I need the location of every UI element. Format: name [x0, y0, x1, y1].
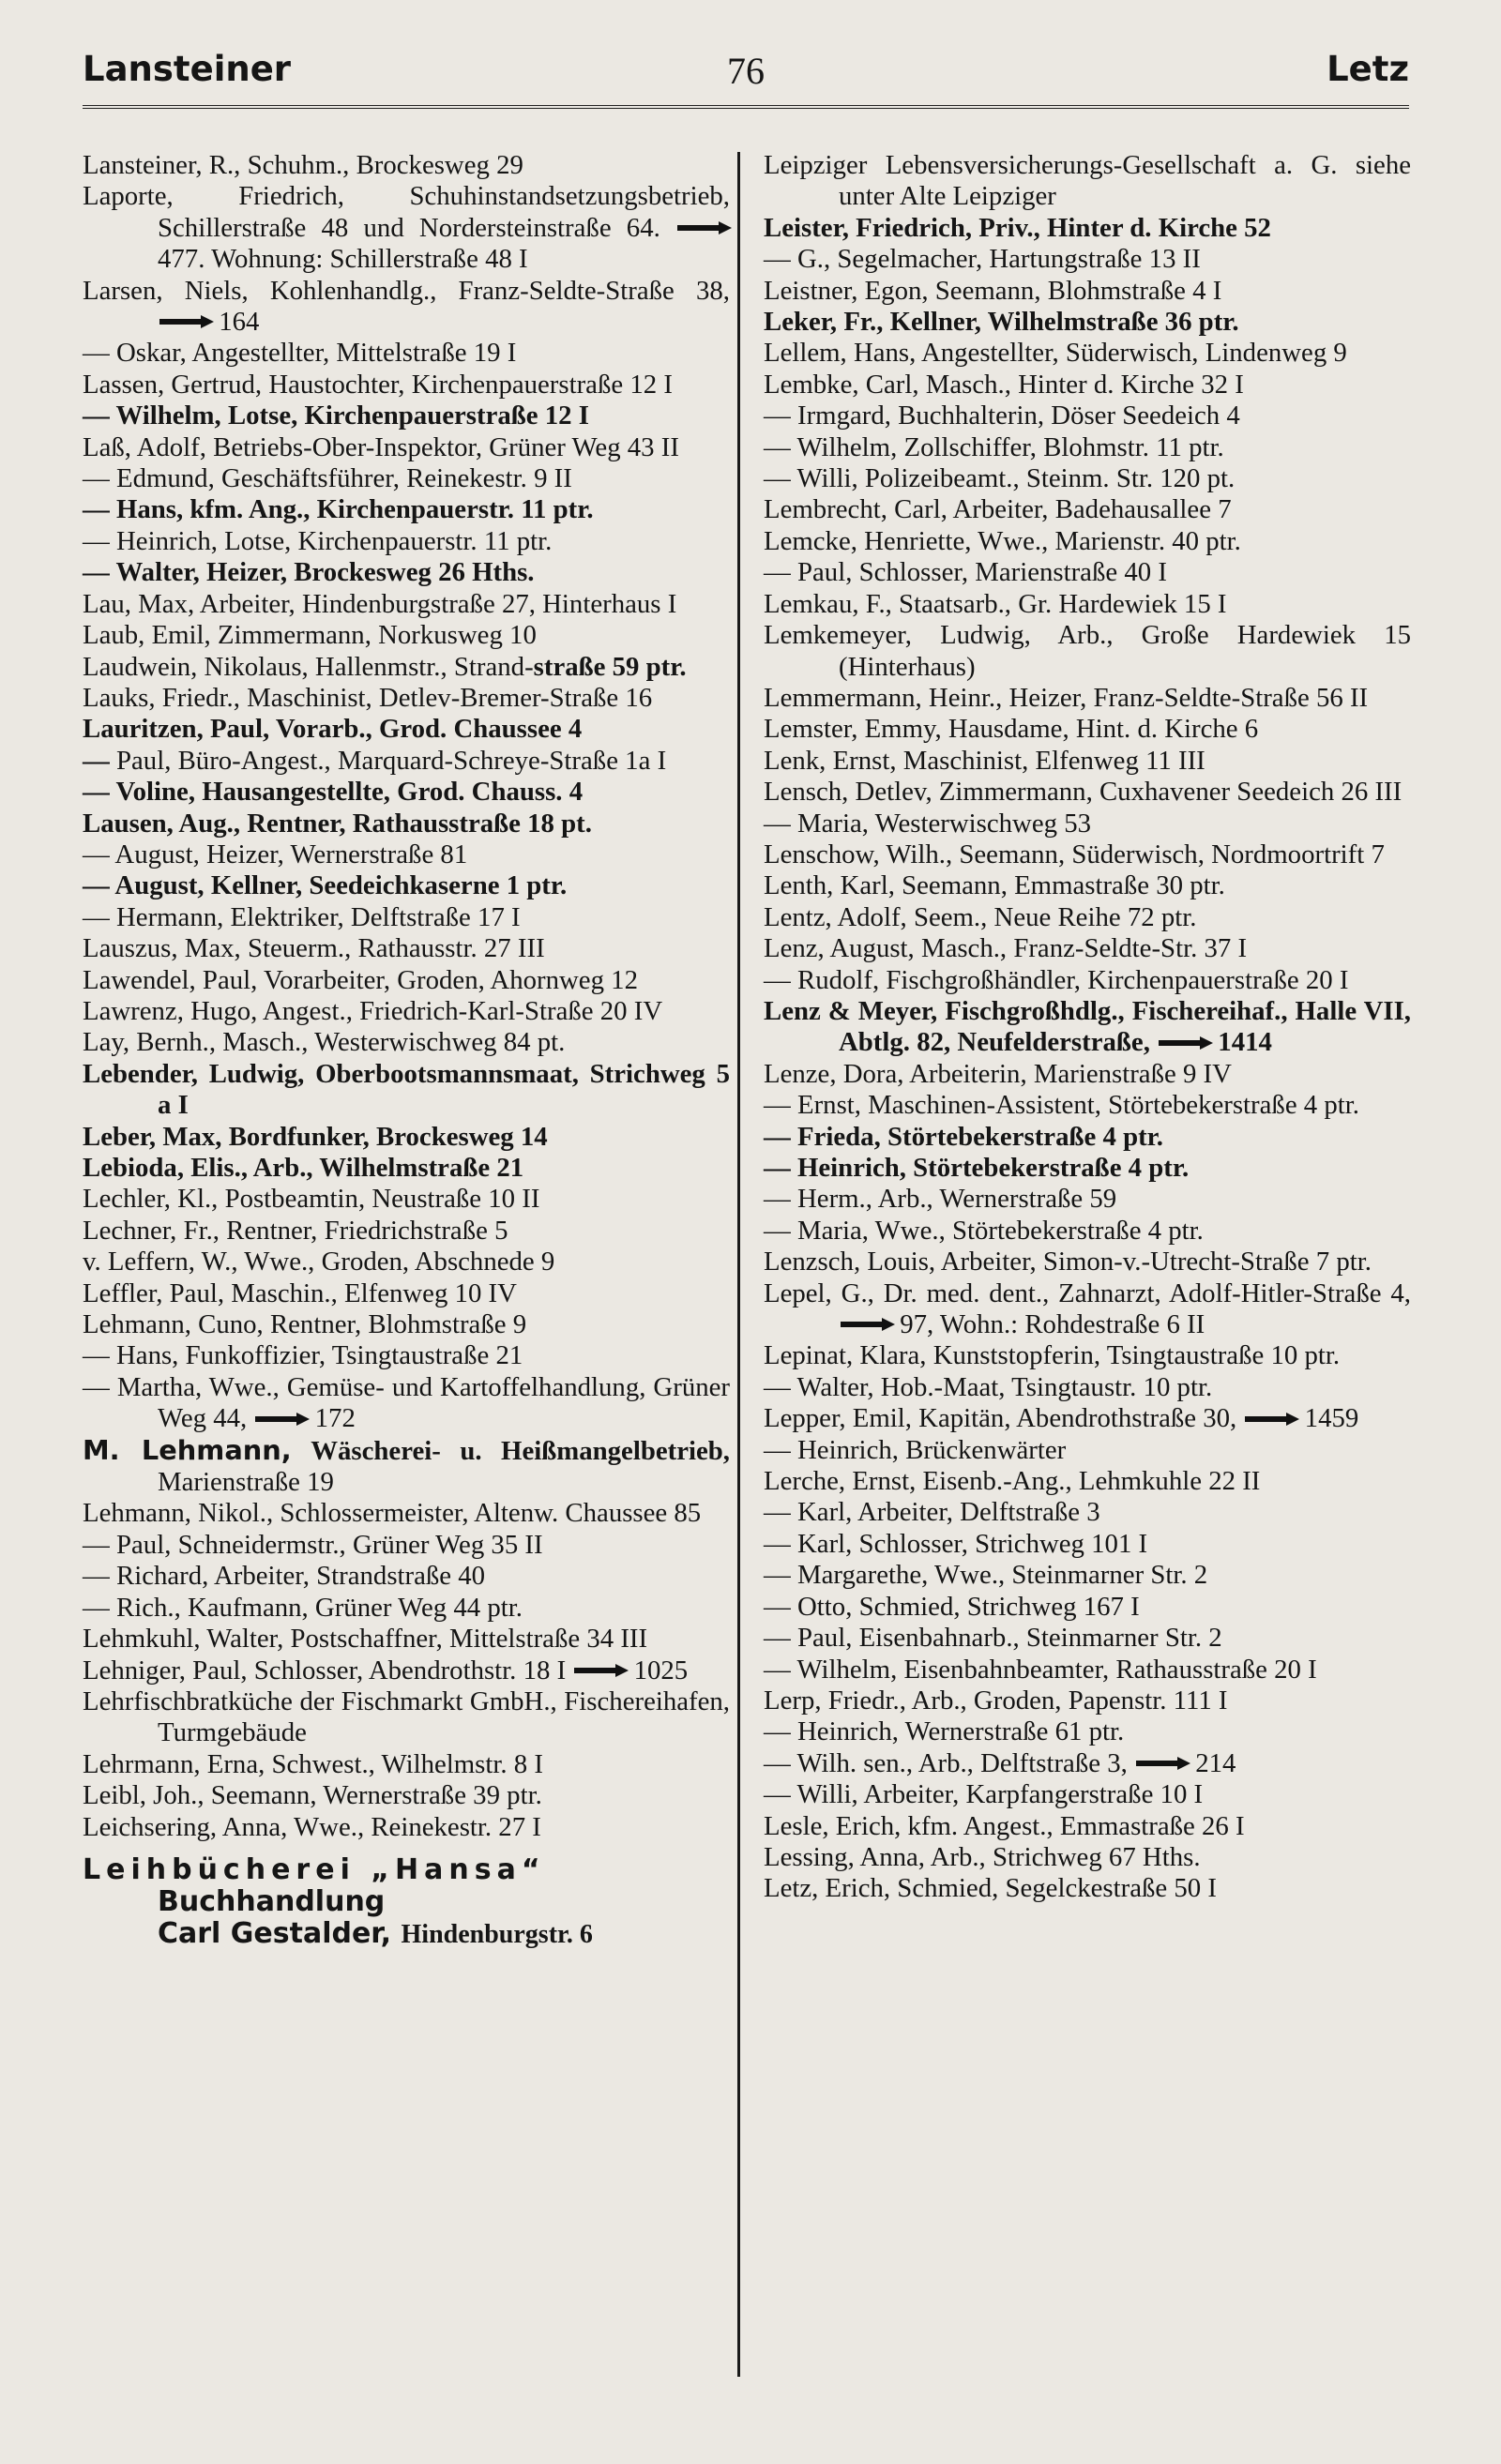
- directory-entry: Lechner, Fr., Rentner, Friedrichstraße 5: [83, 1215, 508, 1246]
- directory-entry: Lellem, Hans, Angestellter, Süderwisch, Lindenweg 9: [764, 338, 1347, 369]
- telephone-icon: [574, 1668, 619, 1673]
- directory-entry: Lenth, Karl, Seemann, Emmastraße 30 ptr.: [764, 870, 1225, 901]
- directory-entry: Laß, Adolf, Betriebs-Ober-Inspektor, Grüner Weg 43 II: [83, 431, 679, 462]
- directory-entry: v. Leffern, W., Wwe., Groden, Abschnede 9: [83, 1247, 555, 1277]
- directory-entry: Lebender, Ludwig, Oberbootsmannsmaat, Strichweg 5 a I: [83, 1058, 730, 1121]
- ad-line-subtitle: Buchhandlung: [158, 1884, 386, 1918]
- directory-entry: — Edmund, Geschäftsführer, Reinekestr. 9 II: [83, 463, 572, 494]
- directory-entry: Lehmann, Cuno, Rentner, Blohmstraße 9: [83, 1309, 527, 1340]
- directory-entry: Lay, Bernh., Masch., Westerwischweg 84 pt.: [83, 1027, 566, 1058]
- page-header: [83, 49, 1409, 105]
- directory-entry: Leichsering, Anna, Wwe., Reinekestr. 27 I: [83, 1811, 541, 1842]
- directory-entry: Lau, Max, Arbeiter, Hindenburgstraße 27, Hinterhaus I: [83, 588, 677, 619]
- directory-entry: Lauritzen, Paul, Vorarb., Grod. Chaussee 4: [83, 714, 583, 745]
- directory-entry: Lehniger, Paul, Schlosser, Abendrothstr. 18 I 1025: [83, 1655, 689, 1685]
- directory-entry: Lenschow, Wilh., Seemann, Süderwisch, Nordmoortrift 7: [764, 839, 1385, 869]
- directory-entry: — Maria, Westerwischweg 53: [764, 808, 1092, 839]
- directory-entry: Lauks, Friedr., Maschinist, Detlev-Bremer-Straße 16: [83, 682, 653, 713]
- directory-entry: — Hans, Funkoffizier, Tsingtaustraße 21: [83, 1340, 523, 1371]
- header-last-entry: Letz: [1327, 49, 1409, 89]
- telephone-icon: [841, 1322, 886, 1327]
- directory-entry: — Heinrich, Wernerstraße 61 ptr.: [764, 1716, 1125, 1747]
- directory-entry: — Rudolf, Fischgroßhändler, Kirchenpauerstraße 20 I: [764, 964, 1349, 995]
- advertisement-leihbuecherei-hansa: [83, 1854, 730, 1951]
- directory-entry: Lepinat, Klara, Kunststopferin, Tsingtaustraße 10 ptr.: [764, 1340, 1341, 1371]
- directory-entry: Lerche, Ernst, Eisenb.-Ang., Lehmkuhle 22 II: [764, 1466, 1261, 1497]
- ad-line-owner: Carl Gestalder, Hindenburgstr. 6: [158, 1916, 593, 1950]
- directory-entry: Lehmann, Nikol., Schlossermeister, Altenw. Chaussee 85: [83, 1498, 702, 1529]
- directory-entry: Leber, Max, Bordfunker, Brockesweg 14: [83, 1121, 548, 1152]
- directory-entry: Lauszus, Max, Steuerm., Rathausstr. 27 III: [83, 933, 545, 964]
- directory-entry: Larsen, Niels, Kohlenhandlg., Franz-Seldte-Straße 38, 164: [83, 275, 730, 338]
- directory-entry: Leister, Friedrich, Priv., Hinter d. Kirche 52: [764, 212, 1271, 243]
- directory-entry: — Heinrich, Lotse, Kirchenpauerstr. 11 ptr.: [83, 525, 553, 556]
- directory-entry: Lessing, Anna, Arb., Strichweg 67 Hths.: [764, 1841, 1201, 1872]
- directory-entry: Lemkau, F., Staatsarb., Gr. Hardewiek 15 I: [764, 588, 1227, 619]
- directory-entry: Lehrfischbratküche der Fischmarkt GmbH., Fischereihafen, Turmgebäude: [83, 1685, 730, 1748]
- directory-entry: Lenz & Meyer, Fischgroßhdlg., Fischereihaf., Halle VII, Abtlg. 82, Neufelderstraße, 1414: [764, 995, 1411, 1058]
- directory-entry: Leibl, Joh., Seemann, Wernerstraße 39 ptr.: [83, 1780, 542, 1811]
- telephone-icon: [255, 1416, 300, 1422]
- page-number: 76: [727, 50, 765, 92]
- left-column: [83, 150, 730, 1951]
- directory-entry: — Willi, Arbeiter, Karpfangerstraße 10 I: [764, 1779, 1204, 1810]
- directory-entry: — Otto, Schmied, Strichweg 167 I: [764, 1591, 1140, 1622]
- directory-entry: Laub, Emil, Zimmermann, Norkusweg 10: [83, 620, 537, 651]
- directory-entry: Lepper, Emil, Kapitän, Abendrothstraße 30, 1459: [764, 1403, 1359, 1434]
- directory-entry: — Wilhelm, Eisenbahnbeamter, Rathausstraße 20 I: [764, 1654, 1317, 1685]
- directory-entry: — Richard, Arbeiter, Strandstraße 40: [83, 1561, 486, 1592]
- directory-entry: Lepel, G., Dr. med. dent., Zahnarzt, Adolf-Hitler-Straße 4, 97, Wohn.: Rohdestraße 6 II: [764, 1277, 1411, 1340]
- directory-entry: — Ernst, Maschinen-Assistent, Störtebekerstraße 4 ptr.: [764, 1090, 1360, 1121]
- directory-entry: — Martha, Wwe., Gemüse- und Kartoffelhandlung, Grüner Weg 44, 172: [83, 1371, 730, 1434]
- directory-entry: — Karl, Arbeiter, Delftstraße 3: [764, 1497, 1100, 1528]
- directory-entry: — Walter, Hob.-Maat, Tsingtaustr. 10 ptr.: [764, 1371, 1213, 1402]
- directory-entry: Lemster, Emmy, Hausdame, Hint. d. Kirche 6: [764, 714, 1259, 745]
- telephone-icon: [1159, 1040, 1204, 1046]
- telephone-icon: [1245, 1416, 1290, 1422]
- directory-entry: Lembke, Carl, Masch., Hinter d. Kirche 32 I: [764, 369, 1244, 400]
- directory-entry: Lawrenz, Hugo, Angest., Friedrich-Karl-Straße 20 IV: [83, 995, 663, 1026]
- directory-entry: — Wilhelm, Zollschiffer, Blohmstr. 11 ptr.: [764, 431, 1224, 462]
- directory-entry: Laudwein, Nikolaus, Hallenmstr., Strand-straße 59 ptr.: [83, 651, 687, 682]
- directory-entry: — Karl, Schlosser, Strichweg 101 I: [764, 1528, 1148, 1559]
- directory-entry: Lenze, Dora, Arbeiterin, Marienstraße 9 IV: [764, 1058, 1232, 1089]
- directory-entry: Leipziger Lebensversicherungs-Gesellschaft a. G. siehe unter Alte Leipziger: [764, 150, 1411, 212]
- directory-entry: Lembrecht, Carl, Arbeiter, Badehausallee 7: [764, 494, 1232, 525]
- directory-entry: — Paul, Schlosser, Marienstraße 40 I: [764, 557, 1167, 588]
- column-divider: [737, 152, 740, 2377]
- directory-entry: Lemcke, Henriette, Wwe., Marienstr. 40 ptr.: [764, 525, 1241, 556]
- directory-entry: — Paul, Eisenbahnarb., Steinmarner Str. 2: [764, 1623, 1222, 1654]
- telephone-icon: [159, 319, 205, 325]
- directory-entry: Leker, Fr., Kellner, Wilhelmstraße 36 ptr.: [764, 307, 1239, 338]
- directory-entry: — Oskar, Angestellter, Mittelstraße 19 I: [83, 338, 517, 369]
- directory-entry: — Voline, Hausangestellte, Grod. Chauss. 4: [83, 777, 584, 808]
- right-column: [764, 150, 1411, 1905]
- directory-entry: — Walter, Heizer, Brockesweg 26 Hths.: [83, 557, 535, 588]
- directory-entry: Lansteiner, R., Schuhm., Brockesweg 29: [83, 150, 523, 180]
- directory-entry: — Willi, Polizeibeamt., Steinm. Str. 120 pt.: [764, 463, 1236, 494]
- directory-entry: — August, Heizer, Wernerstraße 81: [83, 839, 468, 869]
- directory-entry: — Frieda, Störtebekerstraße 4 ptr.: [764, 1121, 1164, 1152]
- directory-entry: — Wilhelm, Lotse, Kirchenpauerstraße 12 I: [83, 401, 589, 431]
- directory-entry: — Rich., Kaufmann, Grüner Weg 44 ptr.: [83, 1592, 523, 1623]
- directory-entry: — Wilh. sen., Arb., Delftstraße 3, 214: [764, 1747, 1236, 1778]
- directory-entry: Lehrmann, Erna, Schwest., Wilhelmstr. 8 I: [83, 1748, 543, 1779]
- directory-entry: Letz, Erich, Schmied, Segelckestraße 50 I: [764, 1873, 1217, 1904]
- directory-entry: Lawendel, Paul, Vorarbeiter, Groden, Ahornweg 12: [83, 964, 638, 995]
- directory-entry: Lerp, Friedr., Arb., Groden, Papenstr. 111 I: [764, 1685, 1228, 1716]
- directory-entry: Lentz, Adolf, Seem., Neue Reihe 72 ptr.: [764, 901, 1197, 932]
- telephone-icon: [1136, 1761, 1181, 1766]
- directory-entry: Lenk, Ernst, Maschinist, Elfenweg 11 III: [764, 745, 1205, 776]
- directory-entry: — G., Segelmacher, Hartungstraße 13 II: [764, 244, 1201, 275]
- directory-entry: — August, Kellner, Seedeichkaserne 1 ptr.: [83, 870, 568, 901]
- directory-entry: — Margarethe, Wwe., Steinmarner Str. 2: [764, 1560, 1208, 1591]
- directory-entry: — Heinrich, Brückenwärter: [764, 1434, 1067, 1465]
- directory-entry: Lemmermann, Heinr., Heizer, Franz-Seldte-Straße 56 II: [764, 682, 1369, 713]
- directory-entry: Leistner, Egon, Seemann, Blohmstraße 4 I: [764, 275, 1222, 306]
- directory-entry: Lenzsch, Louis, Arbeiter, Simon-v.-Utrecht-Straße 7 ptr.: [764, 1247, 1372, 1277]
- directory-entry: — Hans, kfm. Ang., Kirchenpauerstr. 11 ptr.: [83, 494, 594, 525]
- directory-entry: Lebioda, Elis., Arb., Wilhelmstraße 21: [83, 1153, 524, 1183]
- directory-entry: Laporte, Friedrich, Schuhinstandsetzungsbetrieb, Schillerstraße 48 und Nordersteinstraße 64. 477. Wohnung: Schillerstraße 48 I: [83, 181, 730, 275]
- directory-entry: — Herm., Arb., Wernerstraße 59: [764, 1184, 1117, 1215]
- directory-entry: Lehmkuhl, Walter, Postschaffner, Mittelstraße 34 III: [83, 1624, 648, 1655]
- directory-entry: — Maria, Wwe., Störtebekerstraße 4 ptr.: [764, 1215, 1204, 1246]
- telephone-icon: [677, 225, 722, 231]
- directory-entry: M. Lehmann, Wäscherei- u. Heißmangelbetrieb, Marienstraße 19: [83, 1433, 731, 1498]
- directory-entry: — Paul, Büro-Angest., Marquard-Schreye-Straße 1a I: [83, 745, 667, 776]
- directory-entry: Leffler, Paul, Maschin., Elfenweg 10 IV: [83, 1277, 517, 1308]
- directory-entry: Lenz, August, Masch., Franz-Seldte-Str. 37 I: [764, 933, 1248, 964]
- ad-line-title: Leihbücherei „Hansa“: [83, 1852, 546, 1886]
- header-first-entry: Lansteiner: [83, 49, 292, 89]
- directory-entry: Lausen, Aug., Rentner, Rathausstraße 18 pt.: [83, 808, 592, 839]
- directory-entry: — Hermann, Elektriker, Delftstraße 17 I: [83, 901, 521, 932]
- directory-entry: — Heinrich, Störtebekerstraße 4 ptr.: [764, 1153, 1190, 1183]
- directory-entry: Lassen, Gertrud, Haustochter, Kirchenpauerstraße 12 I: [83, 369, 673, 400]
- directory-entry: Lechler, Kl., Postbeamtin, Neustraße 10 II: [83, 1184, 540, 1215]
- header-rule: [83, 105, 1409, 109]
- directory-entry: — Paul, Schneidermstr., Grüner Weg 35 II: [83, 1529, 543, 1560]
- directory-entry: Lesle, Erich, kfm. Angest., Emmastraße 26 I: [764, 1810, 1245, 1841]
- directory-entry: Lensch, Detlev, Zimmermann, Cuxhavener Seedeich 26 III: [764, 777, 1402, 808]
- directory-entry: Lemkemeyer, Ludwig, Arb., Große Hardewiek 15 (Hinterhaus): [764, 620, 1411, 682]
- directory-entry: — Irmgard, Buchhalterin, Döser Seedeich 4: [764, 401, 1240, 431]
